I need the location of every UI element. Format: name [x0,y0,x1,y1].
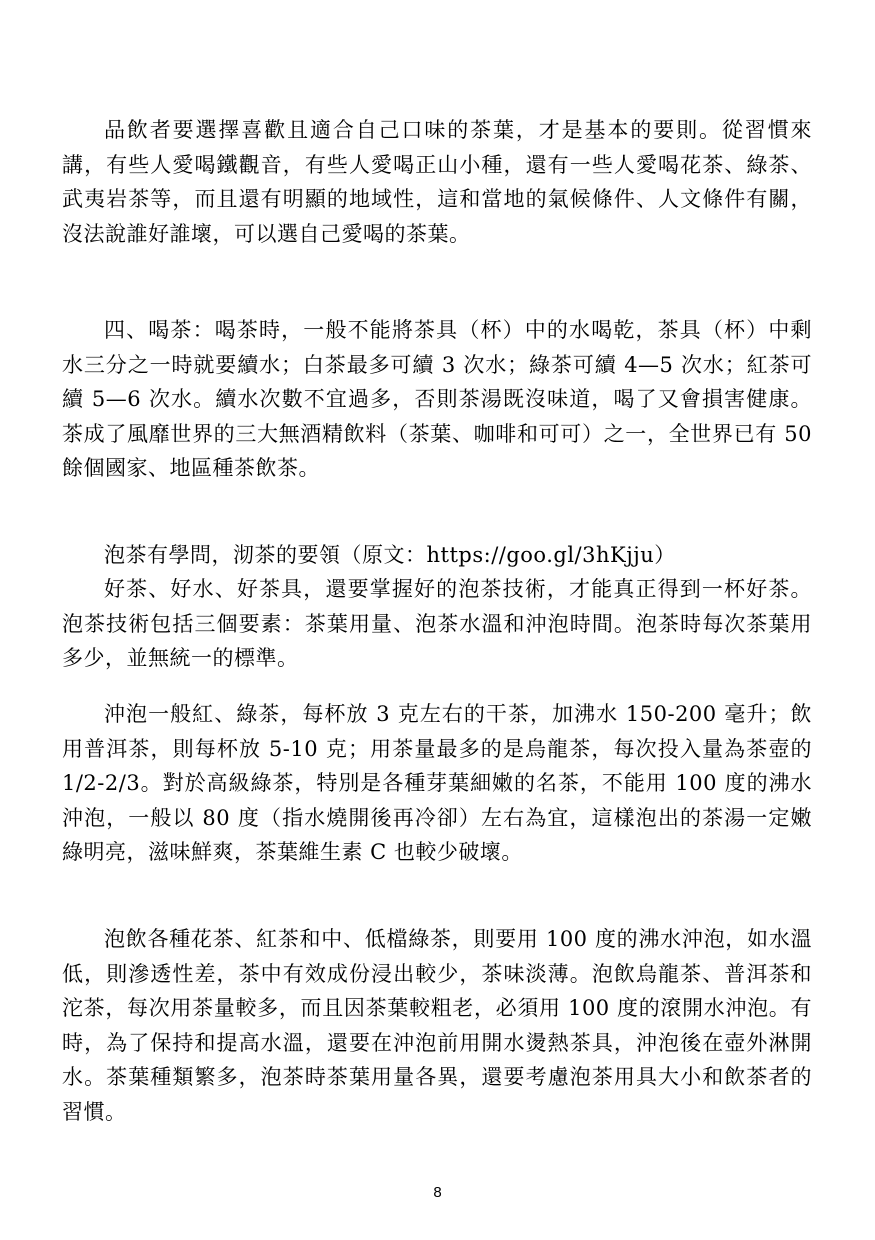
page-number: 8 [433,1184,442,1201]
paragraph-tea-amount: 沖泡一般紅、綠茶，每杯放 3 克左右的干茶，加沸水 150-200 毫升；飲用普洱茶，則每杯放 5-10 克；用茶量最多的是烏龍茶，每次投入量為茶壺的 1/2-2/3。對於高級綠茶，特別是各種芽葉細嫩的名茶，不能用 100 度的沸水沖泡，一般以 80 度（指水燒開後再冷卻）左右為宜，這樣泡出的茶湯一定嫩綠明亮，滋味鮮爽，茶葉維生素 C 也較少破壞。 [62,702,812,864]
section-heading-brewing: 泡茶有學問，沏茶的要領（原文：https://goo.gl/3hKjju） [104,543,676,567]
paragraph-tea-selection: 品飲者要選擇喜歡且適合自己口味的茶葉，才是基本的要則。從習慣來講，有些人愛喝鐵觀音，有些人愛喝正山小種，還有一些人愛喝花茶、綠茶、武夷岩茶等，而且還有明顯的地域性，這和當地的氣候條件、人文條件有關，沒法說誰好誰壞，可以選自己愛喝的茶葉。 [62,118,812,246]
paragraph-drinking-tea: 四、喝茶：喝茶時，一般不能將茶具（杯）中的水喝乾，茶具（杯）中剩水三分之一時就要續水；白茶最多可續 3 次水；綠茶可續 4—5 次水；紅茶可續 5—6 次水。續水次數不宜過多，否則茶湯既沒味道，喝了又會損害健康。茶成了風靡世界的三大無酒精飲料（茶葉、咖啡和可可）之一，全世界已有 50 餘個國家、地區種茶飲茶。 [62,318,812,480]
paragraph-water-temperature: 泡飲各種花茶、紅茶和中、低檔綠茶，則要用 100 度的沸水沖泡，如水溫低，則滲透性差，茶中有效成份浸出較少，茶味淡薄。泡飲烏龍茶、普洱茶和沱茶，每次用茶量較多，而且因茶葉較粗老，必須用 100 度的滾開水沖泡。有時，為了保持和提高水溫，還要在沖泡前用開水燙熱茶具，沖泡後在壺外淋開水。茶葉種類繁多，泡茶時茶葉用量各異，還要考慮泡茶用具大小和飲茶者的習慣。 [62,927,812,1124]
paragraph-brewing-elements: 好茶、好水、好茶具，還要掌握好的泡茶技術，才能真正得到一杯好茶。泡茶技術包括三個要素：茶葉用量、泡茶水溫和沖泡時間。泡茶時每次茶葉用多少，並無統一的標準。 [62,577,812,670]
